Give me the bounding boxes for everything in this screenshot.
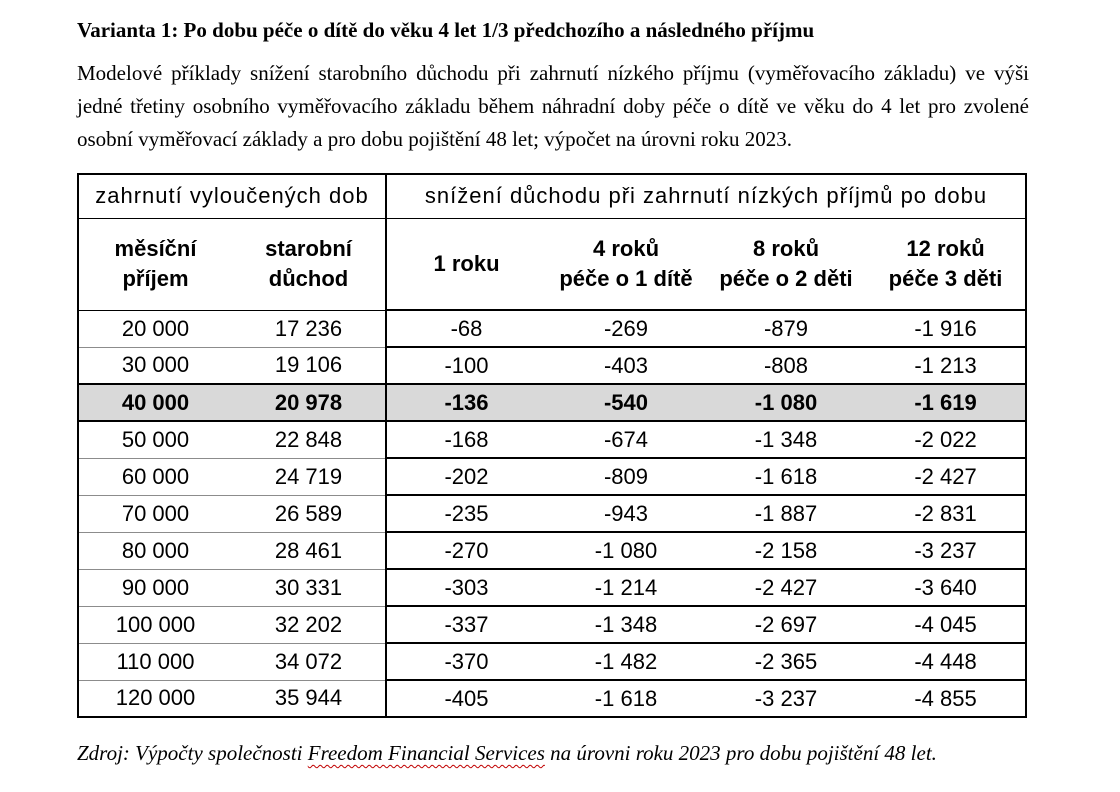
cell-reduction-4y: -540 [546, 384, 706, 421]
cell-reduction-1y: -405 [386, 680, 546, 717]
col-header-4-years [546, 218, 706, 310]
cell-reduction-1y: -337 [386, 606, 546, 643]
table-row [78, 347, 1026, 384]
cell-income: 30 000 [78, 347, 232, 384]
cell-reduction-4y: -809 [546, 458, 706, 495]
cell-reduction-12y: -4 045 [866, 606, 1026, 643]
cell-reduction-12y: -4 855 [866, 680, 1026, 717]
col-header-old-age-pension [232, 218, 386, 310]
table-row [78, 495, 1026, 532]
source-company-name: Freedom Financial Services [307, 741, 545, 765]
cell-reduction-12y: -2 022 [866, 421, 1026, 458]
cell-reduction-12y: -2 427 [866, 458, 1026, 495]
col-header-1-year [386, 218, 546, 310]
cell-reduction-4y: -943 [546, 495, 706, 532]
cell-reduction-4y: -674 [546, 421, 706, 458]
cell-pension: 28 461 [232, 532, 386, 569]
table-row [78, 532, 1026, 569]
cell-reduction-1y: -370 [386, 643, 546, 680]
cell-reduction-1y: -202 [386, 458, 546, 495]
cell-pension: 32 202 [232, 606, 386, 643]
intro-paragraph: Modelové příklady snížení starobního důchodu při zahrnutí nízkého příjmu (vyměřovacího základu) ve výši jedné třetiny osobního vyměřovacího základu během náhradní doby péče o dítě ve věku do 4 let pro zvolené osobní vyměřovací základy a pro dobu pojištění 48 let; výpočet na úrovni roku 2023. [77, 61, 1029, 151]
cell-income: 120 000 [78, 680, 232, 717]
cell-reduction-12y: -1 213 [866, 347, 1026, 384]
col-header-line: měsíční [114, 236, 197, 261]
cell-reduction-8y: -1 887 [706, 495, 866, 532]
cell-income: 40 000 [78, 384, 232, 421]
cell-income: 70 000 [78, 495, 232, 532]
col-header-8-years [706, 218, 866, 310]
col-header-line: starobní [265, 236, 352, 261]
table-row [78, 680, 1026, 717]
cell-reduction-8y: -879 [706, 310, 866, 347]
cell-reduction-12y: -1 916 [866, 310, 1026, 347]
cell-reduction-1y: -68 [386, 310, 546, 347]
cell-reduction-1y: -235 [386, 495, 546, 532]
cell-reduction-12y: -1 619 [866, 384, 1026, 421]
cell-income: 80 000 [78, 532, 232, 569]
cell-pension: 17 236 [232, 310, 386, 347]
cell-income: 50 000 [78, 421, 232, 458]
source-suffix: na úrovni roku 2023 pro dobu pojištění 48 let. [544, 741, 937, 765]
cell-pension: 19 106 [232, 347, 386, 384]
cell-reduction-8y: -1 080 [706, 384, 866, 421]
page-title: Varianta 1: Po dobu péče o dítě do věku 4 let 1/3 předchozího a následného příjmu [77, 18, 815, 42]
cell-reduction-12y: -2 831 [866, 495, 1026, 532]
cell-income: 60 000 [78, 458, 232, 495]
cell-reduction-12y: -3 640 [866, 569, 1026, 606]
col-header-line: příjem [122, 266, 189, 291]
cell-pension: 20 978 [232, 384, 386, 421]
col-header-line: 1 roku [433, 250, 500, 276]
pension-reduction-table [77, 173, 1027, 718]
cell-reduction-4y: -1 348 [546, 606, 706, 643]
cell-reduction-8y: -2 365 [706, 643, 866, 680]
col-header-line: péče 3 děti [888, 265, 1003, 291]
cell-reduction-1y: -270 [386, 532, 546, 569]
cell-reduction-4y: -1 482 [546, 643, 706, 680]
group-header-reduction: snížení důchodu při zahrnutí nízkých příjmů po dobu [386, 174, 1026, 218]
col-header-monthly-income [78, 218, 232, 310]
table-row [78, 606, 1026, 643]
col-header-line: péče o 1 dítě [559, 265, 693, 291]
cell-reduction-1y: -136 [386, 384, 546, 421]
table-row [78, 310, 1026, 347]
cell-reduction-8y: -808 [706, 347, 866, 384]
cell-pension: 24 719 [232, 458, 386, 495]
source-note [77, 741, 1029, 766]
column-header-row [78, 218, 1026, 310]
cell-reduction-8y: -2 427 [706, 569, 866, 606]
cell-income: 20 000 [78, 310, 232, 347]
table-row-highlighted [78, 384, 1026, 421]
source-prefix: Zdroj: Výpočty společnosti [77, 741, 308, 765]
cell-reduction-8y: -3 237 [706, 680, 866, 717]
cell-reduction-8y: -2 697 [706, 606, 866, 643]
table-row [78, 458, 1026, 495]
cell-pension: 30 331 [232, 569, 386, 606]
cell-reduction-4y: -403 [546, 347, 706, 384]
table-row [78, 421, 1026, 458]
cell-pension: 26 589 [232, 495, 386, 532]
col-header-line: 8 roků [752, 235, 820, 261]
cell-reduction-4y: -1 214 [546, 569, 706, 606]
cell-reduction-8y: -1 618 [706, 458, 866, 495]
cell-income: 90 000 [78, 569, 232, 606]
table-row [78, 643, 1026, 680]
cell-pension: 34 072 [232, 643, 386, 680]
cell-reduction-4y: -1 618 [546, 680, 706, 717]
col-header-line: 4 roků [592, 235, 660, 261]
cell-pension: 22 848 [232, 421, 386, 458]
table-row [78, 569, 1026, 606]
cell-reduction-1y: -303 [386, 569, 546, 606]
col-header-line: 12 roků [906, 235, 985, 261]
cell-reduction-12y: -4 448 [866, 643, 1026, 680]
cell-reduction-1y: -168 [386, 421, 546, 458]
col-header-12-years [866, 218, 1026, 310]
cell-reduction-1y: -100 [386, 347, 546, 384]
group-header-row [78, 174, 1026, 218]
col-header-line: péče o 2 děti [719, 265, 853, 291]
group-header-excluded-periods: zahrnutí vyloučených dob [78, 174, 386, 218]
cell-pension: 35 944 [232, 680, 386, 717]
cell-reduction-4y: -269 [546, 310, 706, 347]
cell-reduction-8y: -2 158 [706, 532, 866, 569]
cell-income: 100 000 [78, 606, 232, 643]
cell-reduction-4y: -1 080 [546, 532, 706, 569]
cell-income: 110 000 [78, 643, 232, 680]
cell-reduction-8y: -1 348 [706, 421, 866, 458]
col-header-line: důchod [268, 266, 349, 291]
cell-reduction-12y: -3 237 [866, 532, 1026, 569]
